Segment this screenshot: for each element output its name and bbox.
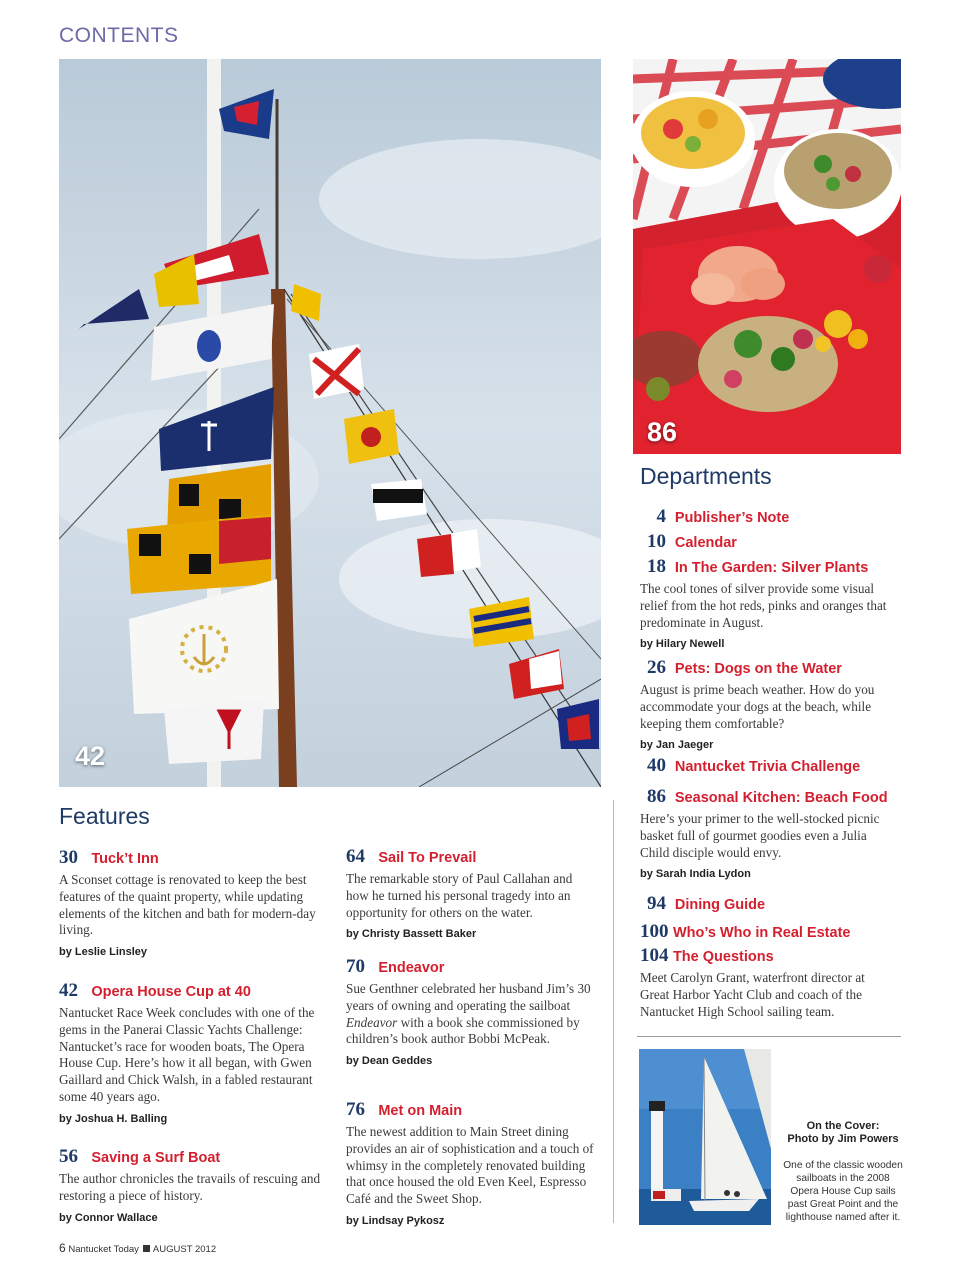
dept-number: 40 bbox=[647, 755, 666, 776]
flags-photo-page-number: 42 bbox=[75, 741, 106, 771]
dept-number: 100 bbox=[640, 921, 669, 942]
feature-title: Opera House Cup at 40 bbox=[91, 984, 251, 1000]
dept-title: Nantucket Trivia Challenge bbox=[674, 759, 861, 775]
feature-number: 42 bbox=[59, 980, 78, 1001]
dept-item-100[interactable] bbox=[640, 921, 850, 944]
feature-description: A Sconset cottage is renovated to keep the best features of the quaint property, while updating elements of the kitchen and bath for modern-day living. bbox=[59, 872, 316, 938]
dept-item-86[interactable] bbox=[640, 786, 892, 880]
feature-item-64[interactable] bbox=[346, 846, 598, 940]
feature-byline: by Leslie Linsley bbox=[59, 946, 148, 959]
dept-title: Dining Guide bbox=[674, 897, 766, 913]
cover-description: One of the classic wooden sailboats in the 2008 Opera House Cup sails past Great Point and the lighthouse named after it. bbox=[783, 1160, 903, 1223]
food-photo bbox=[633, 59, 901, 454]
dept-item-26[interactable] bbox=[640, 657, 892, 751]
dept-item-18[interactable] bbox=[640, 556, 892, 650]
features-heading: Features bbox=[59, 803, 150, 829]
dept-title: Pets: Dogs on the Water bbox=[674, 661, 842, 677]
feature-byline: by Joshua H. Balling bbox=[59, 1112, 168, 1125]
footer-publication: Nantucket Today bbox=[68, 1244, 139, 1255]
feature-byline: by Dean Geddes bbox=[346, 1055, 433, 1068]
feature-item-70[interactable] bbox=[346, 956, 598, 1067]
dept-title: Who’s Who in Real Estate bbox=[672, 925, 851, 941]
dept-title: Seasonal Kitchen: Beach Food bbox=[674, 790, 888, 806]
dept-description: Here’s your primer to the well-stocked picnic basket full of gourmet goodies even a Julia Child disciple would envy. bbox=[640, 811, 880, 860]
dept-description: Meet Carolyn Grant, waterfront director at Great Harbor Yacht Club and coach of the Nantucket High School sailing team. bbox=[640, 970, 865, 1019]
feature-byline: by Christy Bassett Baker bbox=[346, 928, 477, 941]
dept-number: 26 bbox=[647, 657, 666, 678]
feature-description: Sue Genthner celebrated her husband Jim’s 30 years of owning and operating the sailboat Endeavor with a book she commissioned by children’s book author Bobbi McPeak. bbox=[346, 981, 591, 1047]
food-photo-page-number: 86 bbox=[647, 417, 678, 447]
dept-byline: by Jan Jaeger bbox=[640, 739, 714, 752]
dept-number: 86 bbox=[647, 786, 666, 807]
feature-description: The author chronicles the travails of rescuing and restoring a piece of history. bbox=[59, 1171, 321, 1203]
dept-byline: by Hilary Newell bbox=[640, 638, 725, 651]
feature-description: The remarkable story of Paul Callahan and how he turned his personal tragedy into an opportunity for others on the water. bbox=[346, 871, 573, 920]
feature-item-30[interactable] bbox=[59, 847, 325, 958]
cover-photo bbox=[639, 1049, 771, 1225]
feature-item-42[interactable] bbox=[59, 980, 325, 1125]
column-divider bbox=[613, 800, 614, 1223]
dept-title: In The Garden: Silver Plants bbox=[674, 560, 869, 576]
feature-byline: by Connor Wallace bbox=[59, 1211, 158, 1224]
feature-title: Tuck’t Inn bbox=[91, 851, 159, 867]
flags-photo bbox=[59, 59, 601, 787]
feature-title: Endeavor bbox=[378, 960, 445, 976]
feature-title: Sail To Prevail bbox=[378, 850, 477, 866]
dept-byline: by Sarah India Lydon bbox=[640, 868, 751, 881]
dept-item-10[interactable] bbox=[640, 531, 737, 554]
dept-number: 18 bbox=[647, 556, 666, 577]
cover-credit bbox=[781, 1120, 905, 1224]
dept-title: Publisher’s Note bbox=[674, 510, 790, 526]
dept-description: The cool tones of silver provide some visual relief from the hot reds, pinks and oranges that predominate in August. bbox=[640, 581, 887, 630]
footer-issue: AUGUST 2012 bbox=[152, 1244, 217, 1255]
feature-number: 30 bbox=[59, 847, 78, 868]
departments-heading: Departments bbox=[640, 463, 772, 489]
footer-separator bbox=[143, 1245, 150, 1252]
page-footer bbox=[59, 1241, 216, 1255]
cover-caption-line2: Photo by Jim Powers bbox=[787, 1133, 899, 1145]
feature-number: 64 bbox=[346, 846, 365, 867]
feature-item-56[interactable] bbox=[59, 1146, 325, 1224]
cover-caption-line1: On the Cover: bbox=[806, 1120, 880, 1132]
feature-title: Met on Main bbox=[378, 1103, 463, 1119]
dept-item-40[interactable] bbox=[640, 755, 860, 778]
feature-number: 56 bbox=[59, 1146, 78, 1167]
feature-item-76[interactable] bbox=[346, 1099, 602, 1227]
dept-title: The Questions bbox=[672, 949, 774, 965]
feature-byline: by Lindsay Pykosz bbox=[346, 1214, 445, 1227]
feature-description: Nantucket Race Week concludes with one of the gems in the Panerai Classic Yachts Challenge: Nantucket’s race for wooden boats, The Opera House Cup. Here’s how it all began, with Gwen Gaillard and Chick Walsh, in a fabled restaurant some 40 years ago. bbox=[59, 1005, 315, 1104]
cover-divider-top bbox=[637, 1036, 901, 1037]
dept-item-104[interactable] bbox=[640, 945, 892, 1020]
page-title: CONTENTS bbox=[59, 24, 179, 47]
dept-number: 10 bbox=[647, 531, 666, 552]
dept-number: 94 bbox=[647, 893, 666, 914]
dept-title: Calendar bbox=[674, 535, 737, 551]
feature-number: 76 bbox=[346, 1099, 365, 1120]
dept-number: 4 bbox=[656, 506, 666, 527]
footer-page-number: 6 bbox=[59, 1241, 66, 1255]
dept-item-4[interactable] bbox=[640, 506, 789, 529]
feature-number: 70 bbox=[346, 956, 365, 977]
dept-description: August is prime beach weather. How do you accommodate your dogs at the beach, while keeping them comfortable? bbox=[640, 682, 875, 731]
dept-item-94[interactable] bbox=[640, 893, 765, 916]
dept-number: 104 bbox=[640, 945, 669, 966]
feature-title: Saving a Surf Boat bbox=[91, 1150, 221, 1166]
feature-description: The newest addition to Main Street dining provides an air of sophistication and a touch of whimsy in the completely renovated building that once housed the old Even Keel, Espresso Café and the Sweet Shop. bbox=[346, 1124, 594, 1207]
